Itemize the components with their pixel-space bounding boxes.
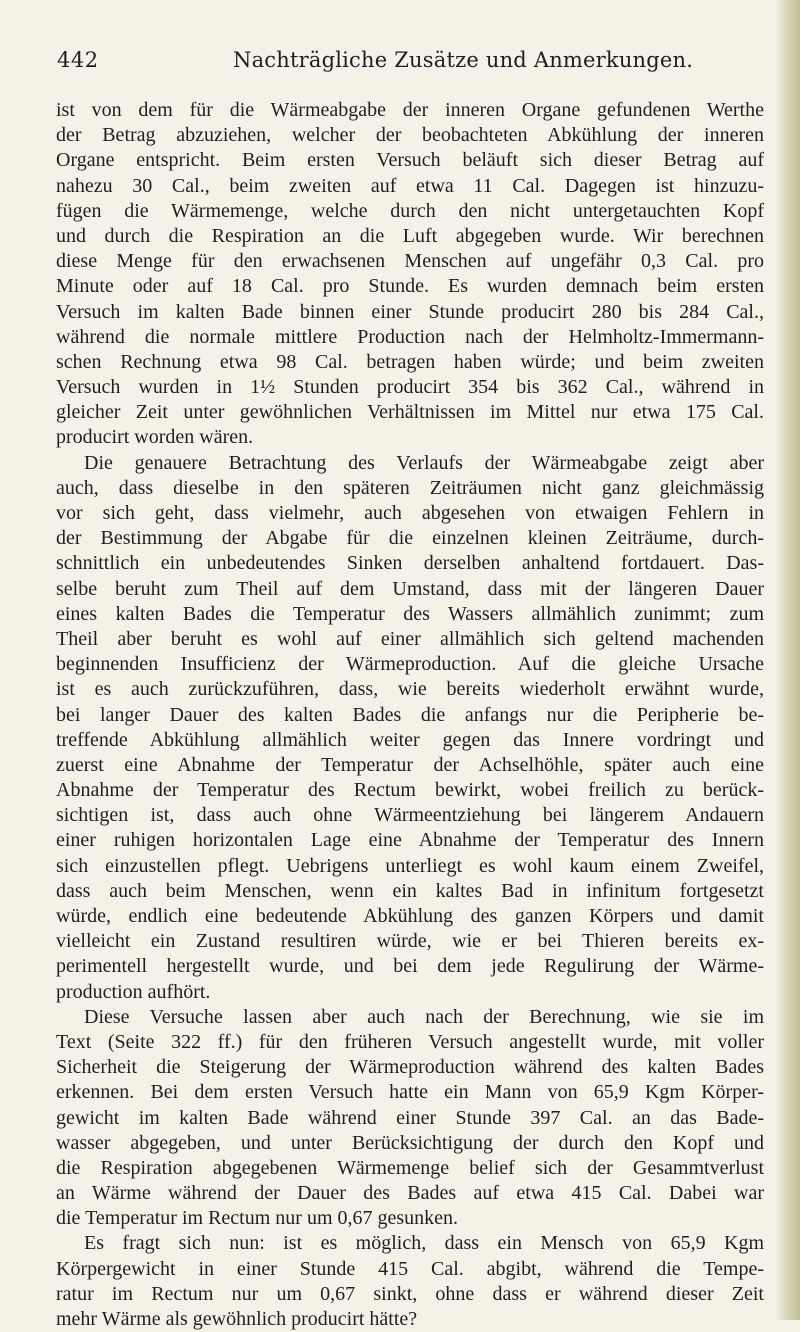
text-line: gewicht im kalten Bade während einer Stunde 397 Cal. an das Bade- xyxy=(56,1106,764,1129)
text-line: auch, dass dieselbe in den späteren Zeiträumen nicht ganz gleichmässig xyxy=(56,476,764,499)
text-line: während die normale mittlere Production nach der Helmholtz-Immermann- xyxy=(56,325,764,348)
text-line: schnittlich ein unbedeutendes Sinken derselben anhaltend fortdauert. Das- xyxy=(56,552,764,575)
text-line: sichtigen ist, dass auch ohne Wärmeentziehung bei längerem Andauern xyxy=(56,804,764,827)
text-line: mehr Wärme als gewöhnlich producirt hätte? xyxy=(56,1308,418,1330)
text-line: die Respiration abgegebenen Wärmemenge belief sich der Gesammtverlust xyxy=(56,1156,764,1179)
text-line: Es fragt sich nun: ist es möglich, dass ein Mensch von 65,9 Kgm xyxy=(84,1232,764,1255)
text-line: production aufhört. xyxy=(56,980,211,1003)
page-edge-shadow xyxy=(774,0,800,1320)
text-line: zuerst eine Abnahme der Temperatur der Achselhöhle, später auch eine xyxy=(56,753,764,776)
page-number: 442 xyxy=(57,48,99,72)
text-line: Diese Versuche lassen aber auch nach der Berechnung, wie sie im xyxy=(84,1005,764,1028)
text-line: vielleicht ein Zustand resultiren würde, wie er bei Thieren bereits ex- xyxy=(56,930,764,953)
text-line: ist von dem für die Wärmeabgabe der inneren Organe gefundenen Werthe xyxy=(56,99,764,121)
text-line: bei langer Dauer des kalten Bades die anfangs nur die Peripherie be- xyxy=(56,703,764,726)
text-line: gleicher Zeit unter gewöhnlichen Verhältnissen im Mittel nur etwa 175 Cal. xyxy=(56,401,764,424)
text-line: treffende Abkühlung allmählich weiter gegen das Innere vordringt und xyxy=(56,728,764,751)
text-line: ratur im Rectum nur um 0,67 sinkt, ohne dass er während dieser Zeit xyxy=(56,1282,764,1305)
running-head: Nachträgliche Zusätze und Anmerkungen. xyxy=(233,48,694,72)
paragraph xyxy=(56,451,764,1005)
text-line: beginnenden Insufficienz der Wärmeproduction. Auf die gleiche Ursache xyxy=(56,653,764,676)
text-line: Sicherheit die Steigerung der Wärmeproduction während des kalten Bades xyxy=(56,1056,764,1079)
text-line: einer ruhigen horizontalen Lage eine Abnahme der Temperatur des Innern xyxy=(56,829,764,852)
text-line: selbe beruht zum Theil auf dem Umstand, dass mit der längeren Dauer xyxy=(56,577,764,600)
text-line: nahezu 30 Cal., beim zweiten auf etwa 11 Cal. Dagegen ist hinzuzu- xyxy=(56,174,764,197)
text-line: Text (Seite 322 ff.) für den früheren Versuch angestellt wurde, mit voller xyxy=(56,1030,764,1053)
text-line: producirt worden wären. xyxy=(56,426,254,449)
text-line: Körpergewicht in einer Stunde 415 Cal. abgibt, während die Tempe- xyxy=(56,1257,764,1280)
text-line: Versuch wurden in 1½ Stunden producirt 354 bis 362 Cal., während in xyxy=(56,376,764,399)
body-text xyxy=(56,98,764,1332)
text-line: Abnahme der Temperatur des Rectum bewirkt, wobei freilich zu berück- xyxy=(56,779,764,802)
text-line: vor sich geht, dass vielmehr, auch abgesehen von etwaigen Fehlern in xyxy=(56,502,764,524)
text-line: Organe entspricht. Beim ersten Versuch beläuft sich dieser Betrag auf xyxy=(56,149,764,172)
text-line: sich einzustellen pflegt. Uebrigens unterliegt es wohl kaum einem Zweifel, xyxy=(56,854,764,877)
text-line: Minute oder auf 18 Cal. pro Stunde. Es wurden demnach beim ersten xyxy=(56,275,764,298)
text-line: an Wärme während der Dauer des Bades auf etwa 415 Cal. Dabei war xyxy=(56,1182,764,1205)
text-line: erkennen. Bei dem ersten Versuch hatte ein Mann von 65,9 Kgm Körper- xyxy=(56,1081,764,1104)
text-line: schen Rechnung etwa 98 Cal. betragen haben würde; und beim zweiten xyxy=(56,350,764,373)
page-header xyxy=(57,44,757,78)
paragraph xyxy=(56,1231,764,1332)
paragraph xyxy=(56,98,764,451)
text-line: perimentell hergestellt wurde, und bei dem jede Regulirung der Wärme- xyxy=(56,955,764,978)
text-line: der Betrag abzuziehen, welcher der beobachteten Abkühlung der inneren xyxy=(56,124,764,147)
text-line: Die genauere Betrachtung des Verlaufs der Wärmeabgabe zeigt aber xyxy=(84,451,764,474)
text-line: der Bestimmung der Abgabe für die einzelnen kleinen Zeiträume, durch- xyxy=(56,527,764,550)
text-line: die Temperatur im Rectum nur um 0,67 gesunken. xyxy=(56,1207,459,1230)
text-line: diese Menge für den erwachsenen Menschen auf ungefähr 0,3 Cal. pro xyxy=(56,250,764,273)
text-line: eines kalten Bades die Temperatur des Wassers allmählich zunimmt; zum xyxy=(56,602,764,625)
text-line: dass auch beim Menschen, wenn ein kaltes Bad in infinitum fortgesetzt xyxy=(56,879,764,902)
paragraph xyxy=(56,1005,764,1232)
text-line: und durch die Respiration an die Luft abgegeben wurde. Wir berechnen xyxy=(56,224,764,247)
text-line: ist es auch zurückzuführen, dass, wie bereits wiederholt erwähnt wurde, xyxy=(56,678,764,701)
text-line: Theil aber beruht es wohl auf einer allmählich sich geltend machenden xyxy=(56,627,764,650)
text-line: würde, endlich eine bedeutende Abkühlung des ganzen Körpers und damit xyxy=(56,905,764,927)
text-line: Versuch im kalten Bade binnen einer Stunde producirt 280 bis 284 Cal., xyxy=(56,300,764,323)
text-line: fügen die Wärmemenge, welche durch den nicht untergetauchten Kopf xyxy=(56,199,764,222)
text-line: wasser abgegeben, und unter Berücksichtigung der durch den Kopf und xyxy=(56,1131,764,1154)
